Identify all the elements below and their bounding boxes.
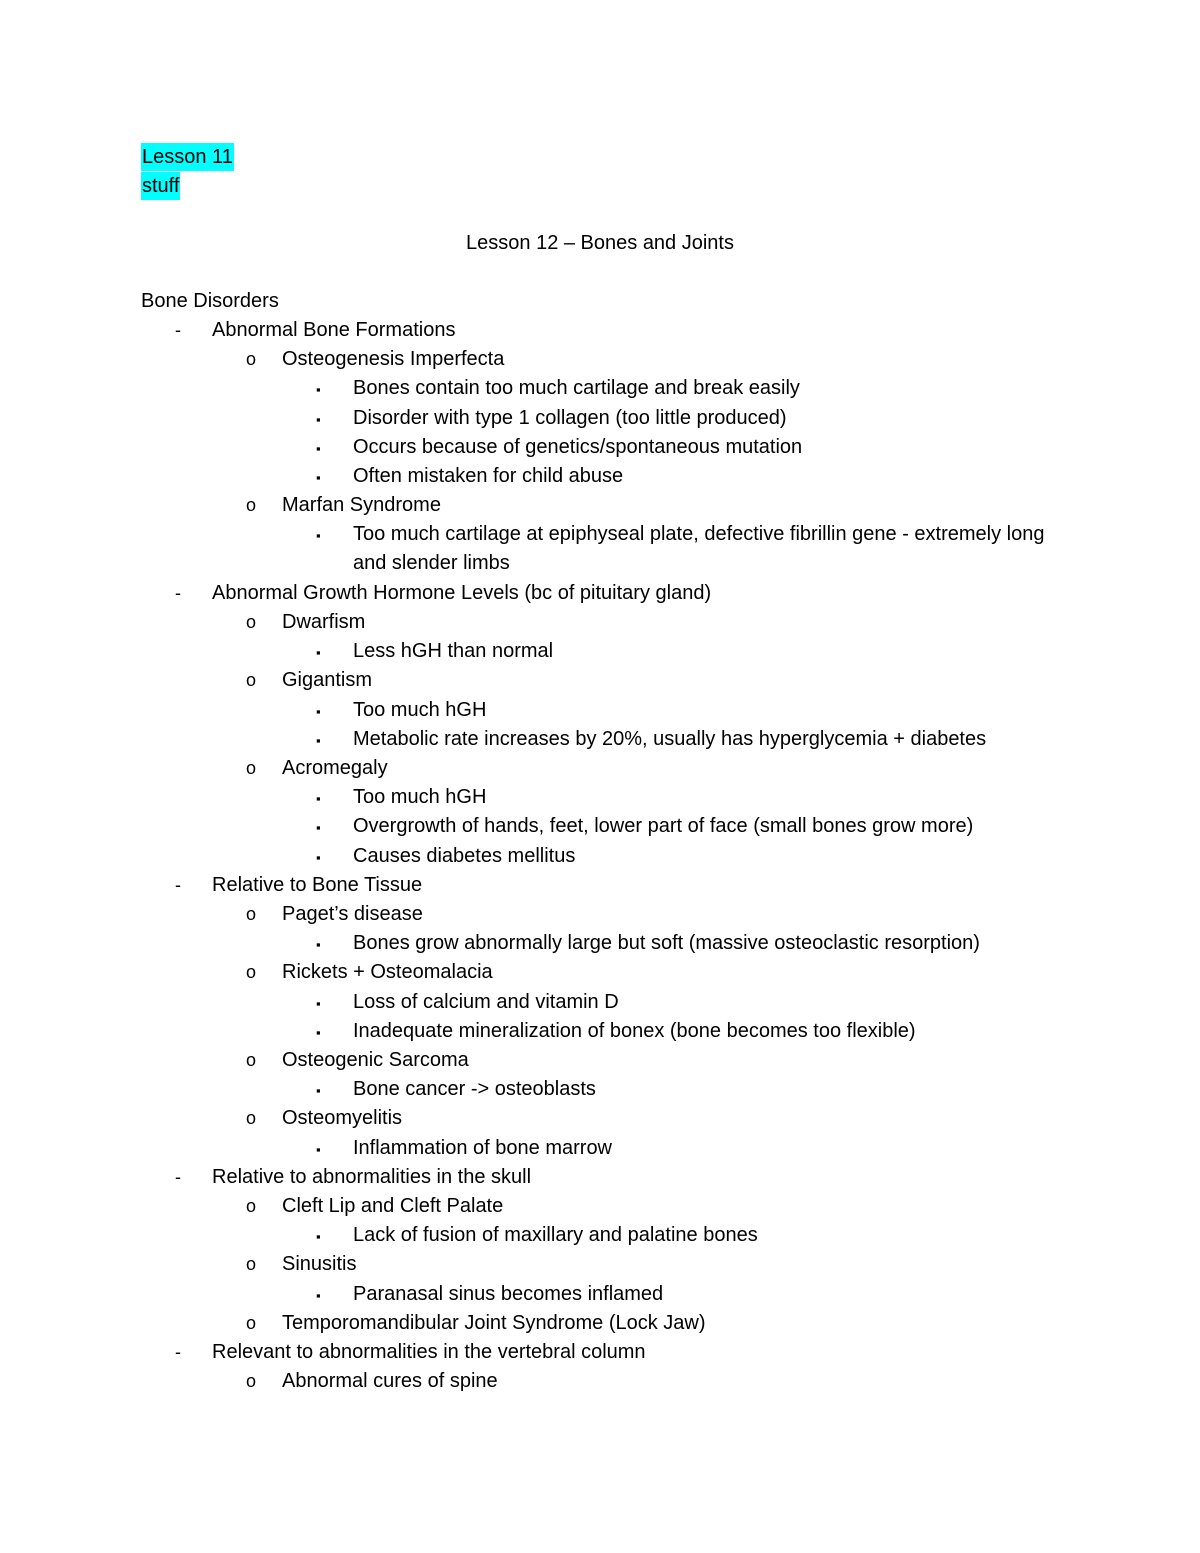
bullet-level-1-marker: - [175,874,181,895]
bullet-level-3-marker: ▪ [316,528,321,544]
outline-item-level-2: Osteogenic Sarcoma [282,1049,469,1071]
outline-item-level-3: Overgrowth of hands, feet, lower part of face (small bones grow more) [353,815,974,838]
bullet-level-2-marker: o [246,349,257,370]
bullet-level-1-marker: - [175,320,181,340]
bullet-level-2-marker: o [246,1371,257,1392]
outline-item-level-3: Bones contain too much cartilage and break easily [353,377,800,400]
bullet-level-3-marker: ▪ [316,470,321,485]
bullet-level-3-marker: ▪ [316,1083,321,1099]
outline-item-level-2: Acromegaly [282,757,388,779]
outline-item-level-2: Dwarfism [282,611,366,633]
outline-item-level-3: Too much hGH [353,698,487,721]
bullet-level-3-marker: ▪ [316,1229,321,1245]
highlighted-note [141,143,234,201]
outline-item-level-1: Relevant to abnormalities in the vertebral column [212,1341,646,1363]
outline-item-level-3: Too much hGH [353,786,487,809]
bullet-level-3-marker: ▪ [316,791,321,807]
outline-item-level-3: Causes diabetes mellitus [353,844,576,867]
outline-item-level-2: Abnormal cures of spine [282,1370,498,1393]
outline-item-level-2: Osteogenesis Imperfecta [282,348,505,371]
outline-item-level-3: Bones grow abnormally large but soft (massive osteoclastic resorption) [353,932,980,955]
bullet-level-2-marker: o [246,1196,257,1216]
bullet-level-2-marker: o [246,962,257,983]
outline-item-level-3: Inflammation of bone marrow [353,1136,613,1159]
bullet-level-3-marker: ▪ [316,1287,321,1303]
outline-item-level-2: Paget’s disease [282,903,423,925]
outline-item-level-2: Temporomandibular Joint Syndrome (Lock Jaw) [282,1311,706,1334]
bullet-level-3-marker: ▪ [316,411,321,427]
bullet-level-3-marker: ▪ [316,995,321,1011]
highlight-line-2: stuff [141,172,180,200]
outline-item-level-2: Osteomyelitis [282,1107,403,1130]
outline-item-level-3: Bone cancer -> osteoblasts [353,1078,596,1101]
outline-item-level-2: Cleft Lip and Cleft Palate [282,1195,504,1217]
bullet-level-2-marker: o [246,758,257,778]
outline-item-level-3: Loss of calcium and vitamin D [353,990,619,1013]
outline-item-level-3: Disorder with type 1 collagen (too little produced) [353,406,787,429]
outline-item-level-1: Abnormal Bone Formations [212,319,456,341]
highlight-line-1: Lesson 11 [141,143,234,171]
bullet-level-1-marker: - [175,1342,181,1362]
bullet-level-3-marker: ▪ [316,382,321,398]
bullet-level-2-marker: o [246,904,257,924]
outline-item-level-1: Abnormal Growth Hormone Levels (bc of pituitary gland) [212,581,712,604]
bullet-level-1-marker: - [175,582,181,603]
outline-item-level-3: Lack of fusion of maxillary and palatine bones [353,1224,758,1247]
bullet-level-3-marker: ▪ [316,645,321,661]
section-heading: Bone Disorders [141,290,279,312]
bullet-level-3-marker: ▪ [316,703,321,719]
bullet-level-2-marker: o [246,1312,257,1333]
bullet-level-3-marker: ▪ [316,937,321,953]
bullet-level-2-marker: o [246,495,257,516]
page-title: Lesson 12 – Bones and Joints [466,232,734,254]
outline-item-level-3: Inadequate mineralization of bonex (bone becomes too flexible) [353,1019,916,1042]
bullet-level-3-marker: ▪ [316,440,321,456]
bullet-level-3-marker: ▪ [316,1141,321,1157]
outline-item-level-1: Relative to abnormalities in the skull [212,1165,532,1188]
outline-item-level-3: Too much cartilage at epiphyseal plate, defective fibrillin gene - extremely long and slender limbs [353,523,1045,575]
outline-item-level-1: Relative to Bone Tissue [212,873,423,896]
outline-item-level-2: Rickets + Osteomalacia [282,961,493,984]
outline-item-level-3: Metabolic rate increases by 20%, usually has hyperglycemia + diabetes [353,727,987,750]
outline-item-level-3: Paranasal sinus becomes inflamed [353,1282,664,1305]
bullet-level-2-marker: o [246,612,257,632]
bullet-level-3-marker: ▪ [316,1024,321,1040]
bullet-level-3-marker: ▪ [316,849,321,865]
outline-item-level-2: Sinusitis [282,1253,357,1276]
outline-item-level-2: Gigantism [282,669,373,692]
bullet-level-3-marker: ▪ [316,732,321,748]
bullet-level-3-marker: ▪ [316,820,321,836]
outline-item-level-2: Marfan Syndrome [282,494,441,517]
bullet-level-2-marker: o [246,1108,257,1129]
outline-item-level-3: Less hGH than normal [353,640,554,663]
bullet-level-2-marker: o [246,1050,257,1070]
bullet-level-2-marker: o [246,1254,257,1275]
outline-item-level-3: Often mistaken for child abuse [353,465,624,487]
bullet-level-1-marker: - [175,1166,181,1187]
outline-item-level-3: Occurs because of genetics/spontaneous mutation [353,435,803,458]
bullet-level-2-marker: o [246,670,257,691]
